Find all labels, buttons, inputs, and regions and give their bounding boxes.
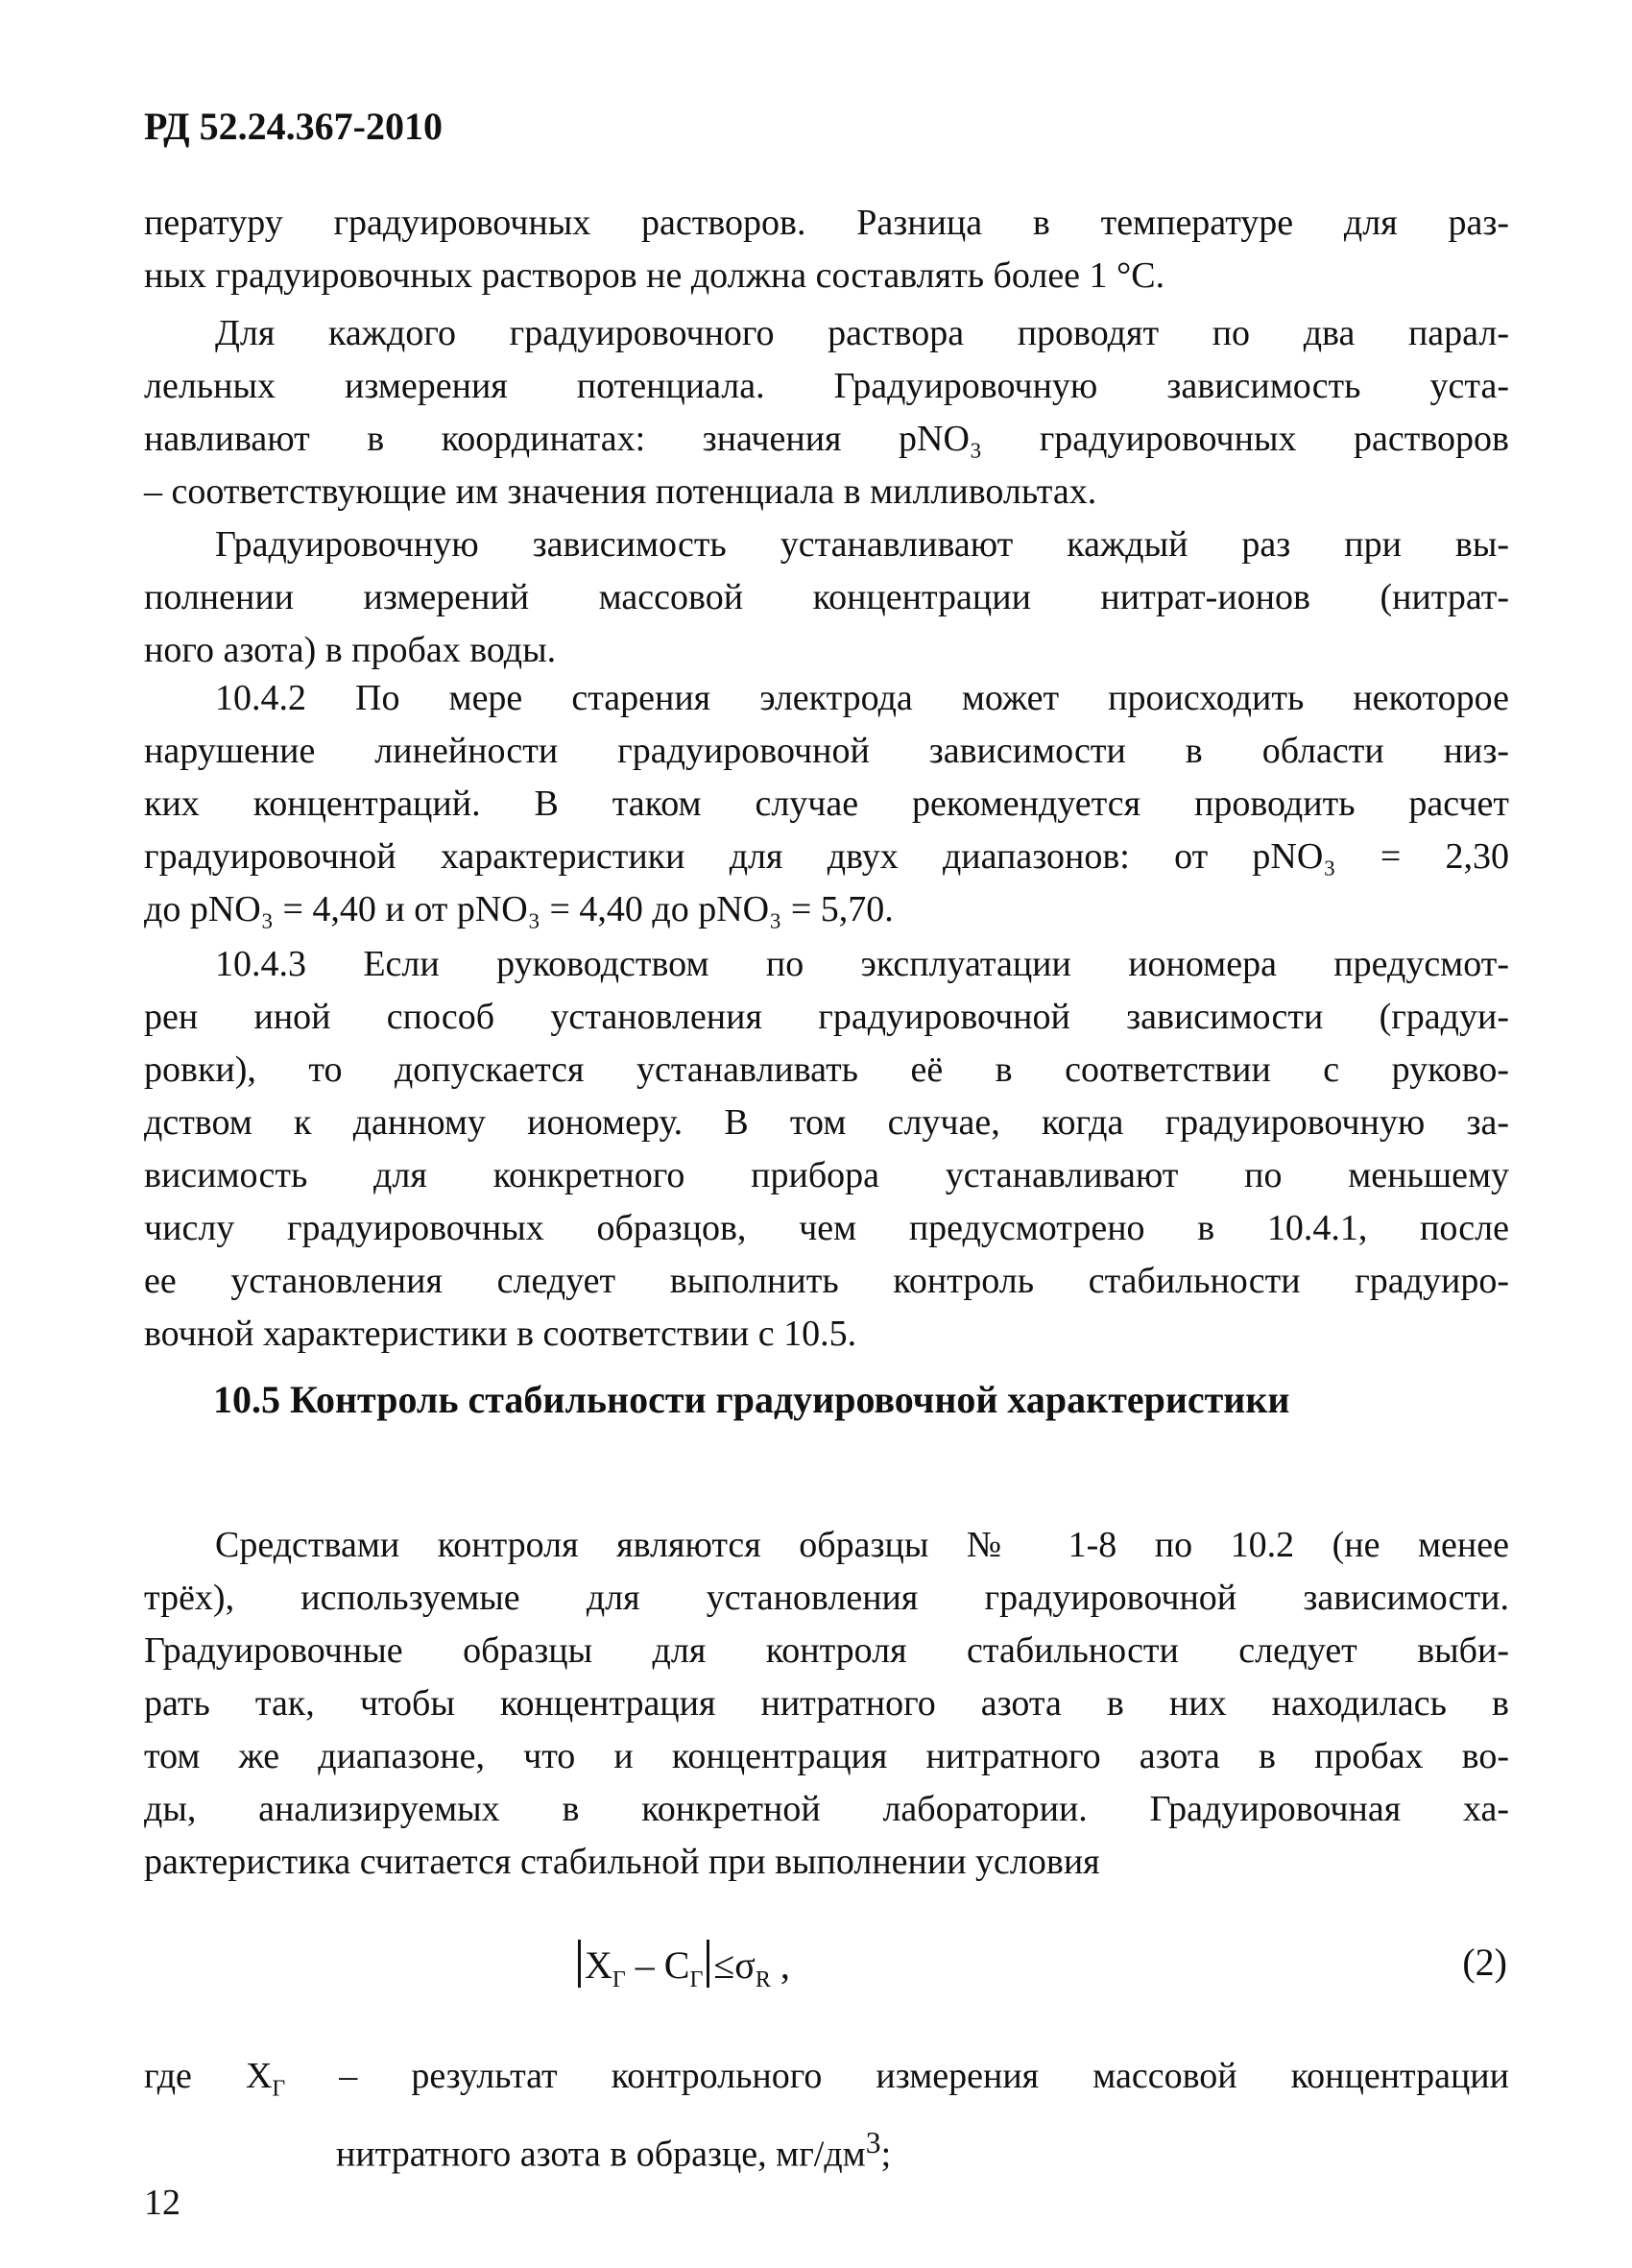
text-line: лельных измерения потенциала. Градуировочную зависимость уста- — [144, 366, 1509, 406]
text-line: 10.4.3 Если руководством по эксплуатации иономера предусмот- — [215, 944, 1509, 984]
text-line: – соответствующие им значения потенциала в милливольтах. — [144, 471, 1097, 512]
text-line: том же диапазоне, что и концентрация нитратного азота в пробах во- — [144, 1736, 1509, 1776]
paragraph — [144, 197, 1509, 302]
where-text-2: нитратного азота в образце, мг/дм — [336, 2134, 866, 2175]
text-line: ных градуировочных растворов не должна составлять более 1 °С. — [144, 255, 1165, 296]
text-line: Градуировочную зависимость устанавливают каждый раз при вы- — [215, 524, 1509, 565]
text-line: числу градуировочных образцов, чем предусмотрено в 10.4.1, после — [144, 1208, 1509, 1248]
paragraph — [144, 1519, 1509, 1889]
where-line-2 — [144, 2116, 1509, 2182]
text-line: рать так, чтобы концентрация нитратного азота в них находилась в — [144, 1683, 1509, 1724]
where-line-1 — [144, 2050, 1509, 2116]
text-line: градуировочной характеристики для двух диапазонов: от pNO₃ = 2,30 — [144, 836, 1509, 877]
text-line: Для каждого градуировочного раствора проводят по два парал- — [215, 313, 1509, 353]
formula-sigma: σ — [734, 1943, 756, 1987]
formula-c: C — [663, 1943, 690, 1987]
where-symbol: X — [245, 2056, 273, 2096]
text-line: до pNO₃ = 4,40 и от pNO₃ = 4,40 до pNO₃ = 5,70. — [144, 889, 894, 929]
abs-bar — [578, 1940, 581, 1988]
text-line: 10.4.2 По мере старения электрода может происходить некоторое — [215, 678, 1509, 718]
paragraph-10-4-3 — [144, 938, 1509, 1361]
where-end: ; — [880, 2134, 892, 2175]
text-line: висимость для конкретного прибора устанавливают по меньшему — [144, 1155, 1509, 1195]
text-line: Средствами контроля являются образцы № 1-8 по 10.2 (не менее — [215, 1525, 1509, 1565]
text-line: рен иной способ установления градуировочной зависимости (градуи- — [144, 997, 1509, 1037]
formula-x-sub: Г — [612, 1967, 626, 1992]
formula — [574, 1940, 790, 1993]
document-header: РД 52.24.367-2010 — [144, 105, 443, 148]
paragraph-10-4-2 — [144, 672, 1509, 936]
text-line: пературу градуировочных растворов. Разница в температуре для раз- — [144, 203, 1509, 243]
formula-leq: ≤ — [713, 1943, 735, 1987]
text-line: трёх), используемые для установления градуировочной зависимости. — [144, 1578, 1509, 1618]
text-line: нарушение линейности градуировочной зависимости в области низ- — [144, 731, 1509, 771]
text-line: ного азота) в пробах воды. — [144, 630, 557, 670]
formula-comma: , — [770, 1943, 790, 1987]
text-line: навливают в координатах: значения pNO₃ градуировочных растворов — [144, 419, 1509, 459]
formula-x: X — [585, 1943, 612, 1987]
where-clause — [144, 2050, 1509, 2181]
abs-bar — [707, 1940, 709, 1988]
formula-number: (2) — [1462, 1941, 1507, 1984]
formula-sigma-sub: R — [755, 1967, 771, 1992]
where-sup: 3 — [865, 2125, 881, 2159]
text-line: ды, анализируемых в конкретной лаборатории. Градуировочная ха- — [144, 1789, 1509, 1829]
paragraph — [144, 519, 1509, 677]
text-line: рактеристика считается стабильной при выполнении условия — [144, 1842, 1100, 1882]
where-symbol-sub: Г — [272, 2076, 286, 2102]
text-line: ее установления следует выполнить контроль стабильности градуиро- — [144, 1261, 1509, 1301]
formula-c-sub: Г — [689, 1967, 704, 1992]
where-text: – результат контрольного измерения массовой концентрации — [285, 2056, 1509, 2096]
text-line: ких концентраций. В таком случае рекомендуется проводить расчет — [144, 784, 1509, 824]
text-line: Градуировочные образцы для контроля стабильности следует выби- — [144, 1630, 1509, 1671]
formula-minus: – — [625, 1943, 664, 1987]
text-line: дством к данному иономеру. В том случае, когда градуировочную за- — [144, 1102, 1509, 1143]
text-line: полнении измерений массовой концентрации нитрат-ионов (нитрат- — [144, 577, 1509, 617]
page-number: 12 — [144, 2183, 180, 2223]
text-line: ровки), то допускается устанавливать её в соответствии с руково- — [144, 1050, 1509, 1090]
section-heading: 10.5 Контроль стабильности градуировочной характеристики — [213, 1378, 1290, 1421]
where-prefix: где — [144, 2056, 246, 2096]
text-line: вочной характеристики в соответствии с 10.5. — [144, 1314, 857, 1354]
paragraph — [144, 307, 1509, 519]
